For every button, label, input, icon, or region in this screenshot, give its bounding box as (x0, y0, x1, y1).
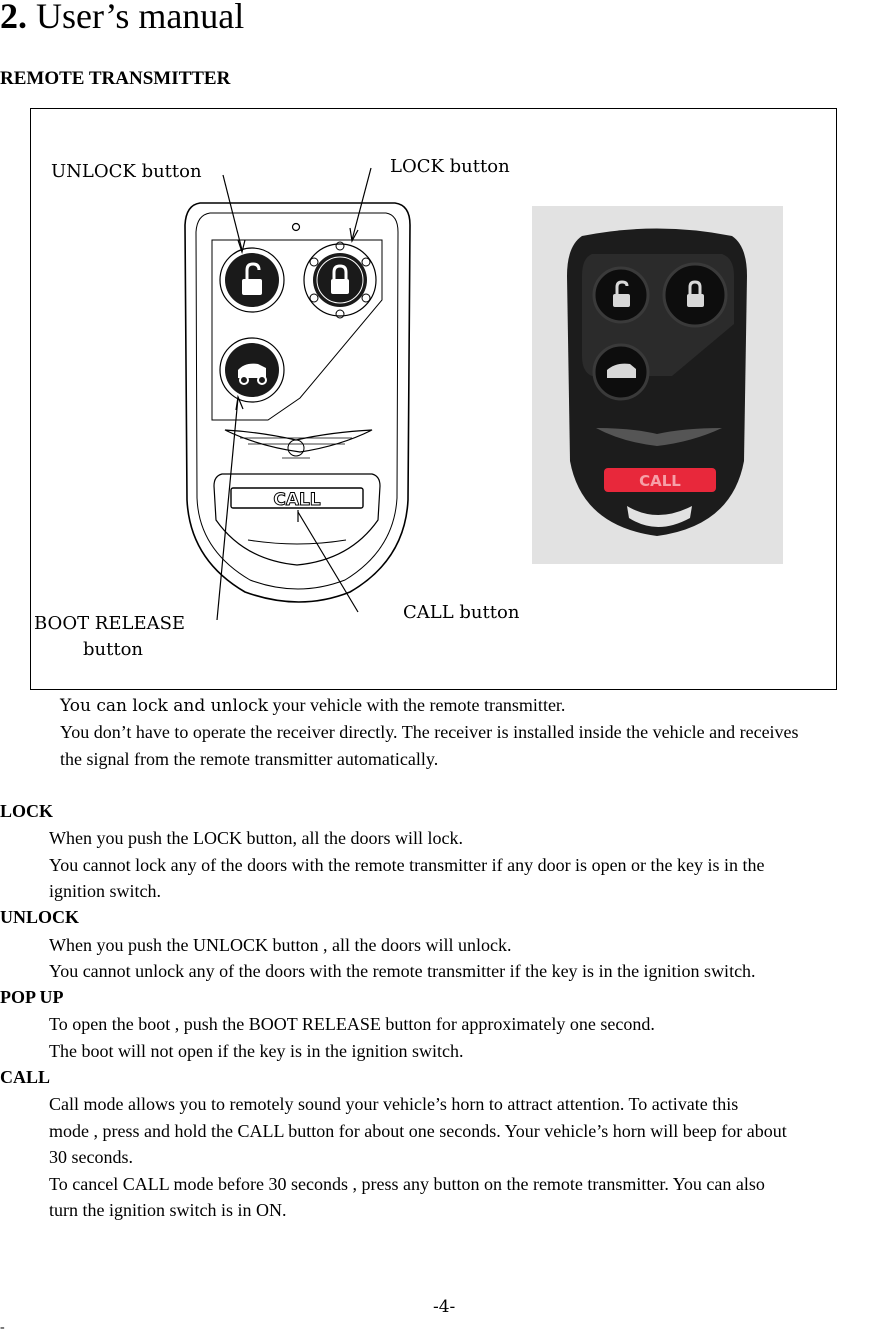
intro-line-1 (60, 694, 565, 717)
section-title: User’s manual (36, 0, 245, 36)
lock-line-2: You cannot lock any of the doors with the remote transmitter if any door is open or the key is in the (49, 855, 765, 875)
footer-dash: - (0, 1320, 5, 1335)
page-number: -4- (433, 1297, 456, 1317)
unlock-line-2: You cannot unlock any of the doors with the remote transmitter if the key is in the ignition switch. (49, 961, 756, 981)
lock-line-3: ignition switch. (49, 881, 161, 901)
call-line-5: turn the ignition switch is in ON. (49, 1200, 287, 1220)
section-heading-popup: POP UP (0, 987, 64, 1007)
section-number: 2. (0, 0, 27, 36)
section-heading-unlock: UNLOCK (0, 907, 80, 927)
subtitle: REMOTE TRANSMITTER (0, 68, 231, 89)
drawing-call-label: CALL (273, 490, 321, 510)
call-line-3: 30 seconds. (49, 1147, 133, 1167)
intro-line-1-prefix: You can lock and unlock (60, 696, 269, 716)
section-heading-lock: LOCK (0, 801, 54, 821)
callout-lock: LOCK button (390, 156, 510, 177)
section-heading-call: CALL (0, 1067, 51, 1087)
intro-line-2: You don’t have to operate the receiver directly. The receiver is installed inside the vehicle and receives (60, 722, 799, 742)
callout-call: CALL button (403, 602, 520, 623)
photo-call-label: CALL (639, 472, 681, 490)
intro-line-1-suffix: your vehicle with the remote transmitter. (268, 695, 566, 715)
call-line-4: To cancel CALL mode before 30 seconds , press any button on the remote transmitter. You can also (49, 1174, 765, 1194)
popup-line-2: The boot will not open if the key is in the ignition switch. (49, 1041, 464, 1061)
callout-boot-line2: button (83, 639, 144, 660)
callout-unlock: UNLOCK button (51, 161, 202, 182)
call-line-2: mode , press and hold the CALL button for about one seconds. Your vehicle’s horn will beep for about (49, 1121, 787, 1141)
unlock-line-1: When you push the UNLOCK button , all the doors will unlock. (49, 935, 512, 955)
intro-line-3: the signal from the remote transmitter automatically. (60, 749, 439, 769)
callout-boot-line1: BOOT RELEASE (34, 613, 186, 634)
remote-photo (532, 206, 783, 564)
popup-line-1: To open the boot , push the BOOT RELEASE button for approximately one second. (49, 1014, 655, 1034)
lock-line-1: When you push the LOCK button, all the doors will lock. (49, 828, 463, 848)
call-line-1: Call mode allows you to remotely sound your vehicle’s horn to attract attention. To activate this (49, 1094, 739, 1114)
